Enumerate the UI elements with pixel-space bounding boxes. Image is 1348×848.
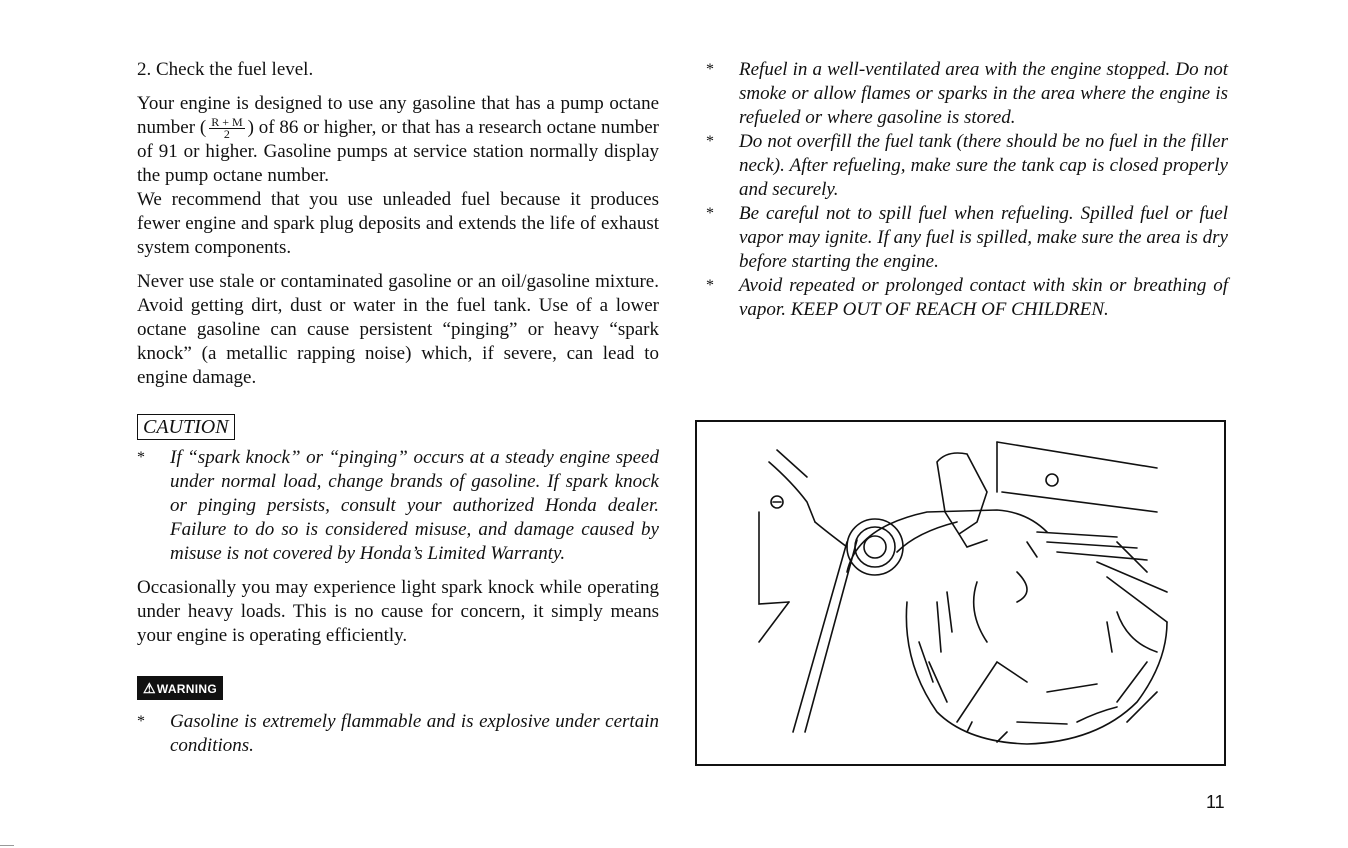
safety-bullet-text: Do not overfill the fuel tank (there should be no fuel in the filler neck). After refueling, make sure the tank cap is closed properly and securely. <box>739 131 1228 200</box>
safety-bullet-text: Be careful not to spill fuel when refueling. Spilled fuel or fuel vapor may ignite. If any fuel is spilled, make sure the area is dry before starting the engine. <box>739 203 1228 272</box>
bullet-star-icon: * <box>137 713 145 731</box>
bullet-star-icon: * <box>706 205 714 222</box>
warning-list <box>137 710 659 758</box>
warning-badge <box>137 676 223 700</box>
bullet-star-icon: * <box>137 449 145 467</box>
warning-bullet <box>137 710 659 758</box>
octane-text-start: Your engine is designed to use any gasoline that has a pump octane number ( <box>137 93 659 138</box>
safety-bullet-text: Avoid repeated or prolonged contact with skin or breathing of vapor. KEEP OUT OF REACH OF CHILDREN. <box>739 275 1228 320</box>
warning-label: WARNING <box>156 682 217 697</box>
page-number: 11 <box>1206 792 1225 812</box>
safety-bullet <box>706 202 1228 274</box>
bullet-star-icon: * <box>706 61 714 78</box>
safety-list <box>706 58 1228 322</box>
right-column <box>706 58 1228 322</box>
safety-bullet <box>706 274 1228 322</box>
corner-mark <box>0 845 14 846</box>
safety-bullet-text: Refuel in a well-ventilated area with the engine stopped. Do not smoke or allow flames or sparks in the area where the engine is refueled or where gasoline is stored. <box>739 59 1228 128</box>
fuel-tank-illustration <box>695 420 1226 766</box>
stale-gasoline-paragraph: Never use stale or contaminated gasoline or an oil/gasoline mixture. Avoid getting dirt, dust or water in the fuel tank. Use of a lower octane gasoline can cause persistent “pinging” or heavy “spark knock” (a metallic rapping noise) which, if severe, can lead to engine damage. <box>137 271 659 389</box>
warning-icon: ⚠ <box>143 680 156 697</box>
caution-list <box>137 446 659 566</box>
engine-drawing <box>697 422 1224 764</box>
bullet-star-icon: * <box>706 277 714 294</box>
safety-bullet <box>706 58 1228 130</box>
octane-fraction <box>209 117 244 140</box>
left-column <box>137 58 659 758</box>
octane-numerator: R + M <box>211 115 243 130</box>
octane-denominator: 2 <box>223 127 230 142</box>
step-heading: 2. Check the fuel level. <box>137 59 314 80</box>
caution-label: CAUTION <box>137 414 235 440</box>
caution-bullet <box>137 446 659 566</box>
octane-text-end: ) of 86 or higher, or that has a research octane number of 91 or higher. Gasoline pumps at service station normally display the pump octane number. <box>137 117 659 187</box>
caution-bullet-text: If “spark knock” or “pinging” occurs at a steady engine speed under normal load, change brands of gasoline. If spark knock or pinging persists, consult your authorized Honda dealer. Failure to do so is considered misuse, and damage caused by misuse is not covered by Honda’s Limited Warranty. <box>170 447 659 565</box>
warning-bullet-text: Gasoline is extremely flammable and is explosive under certain conditions. <box>170 711 659 757</box>
bullet-star-icon: * <box>706 133 714 150</box>
knock-paragraph: Occasionally you may experience light spark knock while operating under heavy loads. This is no cause for concern, it simply means your engine is operating efficiently. <box>137 577 659 647</box>
unleaded-paragraph: We recommend that you use unleaded fuel because it produces fewer engine and spark plug deposits and extends the life of exhaust system components. <box>137 189 659 259</box>
octane-paragraph <box>137 92 659 188</box>
safety-bullet <box>706 130 1228 202</box>
